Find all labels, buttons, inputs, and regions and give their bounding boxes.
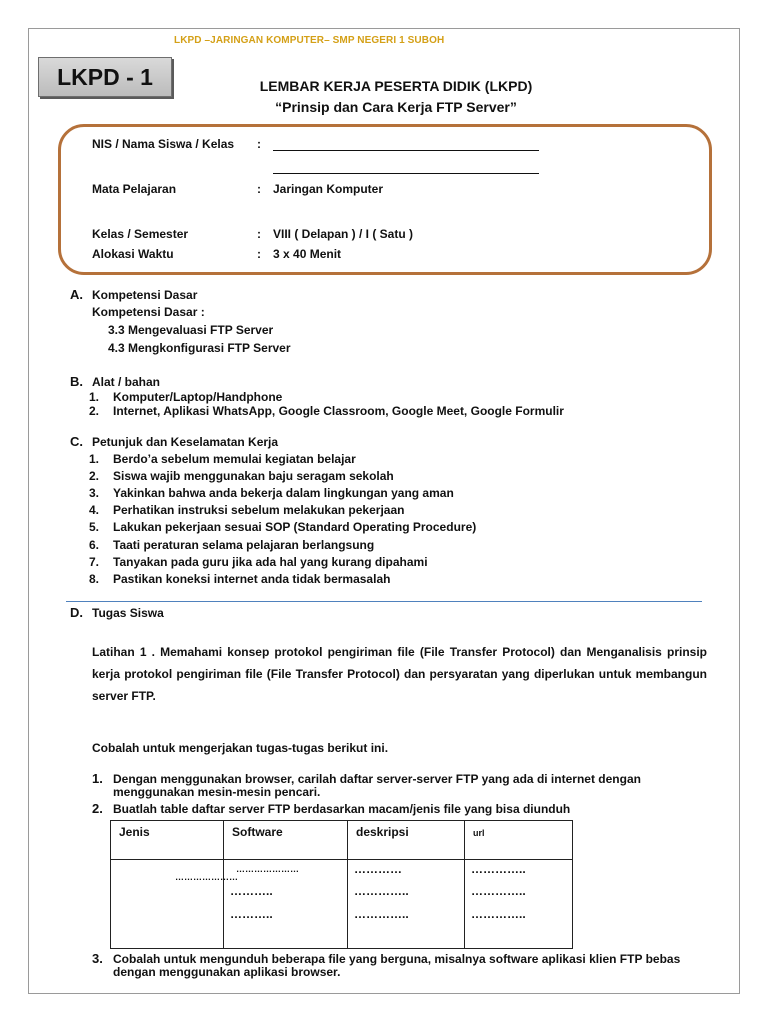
class-value: VIII ( Delapan ) / I ( Satu ) [273,227,414,241]
list-item [89,404,564,418]
section-letter: B. [70,374,83,389]
table-header-row [111,821,573,860]
list-text: Siswa wajib menggunakan baju seragam sekolah [113,469,394,483]
list-number: 5. [89,520,100,534]
header-jenis: Jenis [111,821,224,860]
fill-dots: ………… [354,862,402,876]
list-text: Lakukan pekerjaan sesuai SOP (Standard Operating Procedure) [113,520,477,534]
document-subtitle: “Prinsip dan Cara Kerja FTP Server” [275,99,517,115]
list-text: Komputer/Laptop/Handphone [113,390,283,404]
document-title: LEMBAR KERJA PESERTA DIDIK (LKPD) [259,78,533,94]
section-letter: A. [70,287,83,302]
time-value: 3 x 40 Menit [273,247,342,261]
document-header: LKPD –JARINGAN KOMPUTER– SMP NEGERI 1 SUBOH [174,35,445,46]
cell-software[interactable] [224,860,348,949]
exercise-paragraph: Latihan 1 . Memahami konsep protokol pengiriman file (File Transfer Protocol) dan Menganalisis prinsip kerja protokol pengiriman file (File Transfer Protocol) dan persyaratan yang diperlukan untuk membangun server FTP. [92,645,707,703]
fill-dots: ………….. [471,862,526,876]
colon: : [257,247,261,261]
section-title: Tugas Siswa [92,606,164,620]
cell-url[interactable] [465,860,573,949]
section-title: Petunjuk dan Keselamatan Kerja [92,435,279,449]
list-number: 1. [89,390,100,404]
list-number: 3. [89,486,100,500]
header-deskripsi: deskripsi [348,821,465,860]
list-item [89,572,390,586]
competency-item: 3.3 Mengevaluasi FTP Server [108,323,274,337]
fill-dots: ……….. [230,907,273,921]
list-text: Internet, Aplikasi WhatsApp, Google Classroom, Google Meet, Google Formulir [113,404,564,418]
fill-dots: ………………… [236,864,299,874]
header-software: Software [224,821,348,860]
section-a-heading [70,287,198,302]
list-item [89,555,428,569]
list-number: 2. [89,404,100,418]
list-number: 7. [89,555,100,569]
lkpd-badge: LKPD - 1 [38,57,172,97]
competency-item: 4.3 Mengkonfigurasi FTP Server [108,341,291,355]
task-number: 2. [92,801,103,816]
list-item [89,503,404,517]
fill-dots: ………….. [471,907,526,921]
list-number: 4. [89,503,100,517]
list-item [89,469,394,483]
task-text: Buatlah table daftar server FTP berdasarkan macam/jenis file yang bisa diunduh [113,802,571,816]
list-item [89,538,374,552]
list-text: Pastikan koneksi internet anda tidak bermasalah [113,572,391,586]
list-text: Yakinkan bahwa anda bekerja dalam lingkungan yang aman [113,486,454,500]
fill-dots: ………….. [354,907,409,921]
subject-value: Jaringan Komputer [273,182,384,196]
fill-dots: ………….. [354,884,409,898]
ftp-server-table [110,820,573,949]
task-number: 3. [92,951,103,966]
table-row [111,860,573,949]
section-d-heading [70,605,164,620]
cell-jenis[interactable] [111,860,238,949]
name-input-line-2[interactable] [273,173,539,174]
list-number: 8. [89,572,100,586]
list-text: Tanyakan pada guru jika ada hal yang kurang dipahami [113,555,428,569]
list-text: Taati peraturan selama pelajaran berlangsung [113,538,375,552]
section-letter: C. [70,434,83,449]
time-label: Alokasi Waktu [92,247,174,261]
section-title: Alat / bahan [92,375,161,389]
list-number: 2. [89,469,100,483]
list-item [89,486,454,500]
section-a-sub: Kompetensi Dasar : [92,305,205,319]
instruction-text: Cobalah untuk mengerjakan tugas-tugas berikut ini. [92,741,389,755]
section-letter: D. [70,605,83,620]
task-text: Dengan menggunakan browser, carilah daftar server-server FTP yang ada di internet dengan menggunakan mesin-mesin pencari. [113,772,641,799]
list-item [89,520,476,534]
list-item [89,452,356,466]
name-label: NIS / Nama Siswa / Kelas [92,137,235,151]
list-text: Berdo’a sebelum memulai kegiatan belajar [113,452,356,466]
subject-label: Mata Pelajaran [92,182,177,196]
section-b-heading [70,374,161,389]
colon: : [257,227,261,241]
class-label: Kelas / Semester [92,227,189,241]
section-c-heading [70,434,279,449]
name-input-line-1[interactable] [273,150,539,151]
list-number: 6. [89,538,100,552]
list-number: 1. [89,452,100,466]
task-text: Cobalah untuk mengunduh beberapa file yang berguna, misalnya software aplikasi klien FTP bebas dengan menggunakan aplikasi browser. [113,952,681,979]
colon: : [257,182,261,196]
fill-dots: ……….. [230,884,273,898]
colon: : [257,137,261,151]
header-url-text: url [473,828,485,838]
header-url [465,821,573,860]
list-item [89,390,282,404]
list-text: Perhatikan instruksi sebelum melakukan pekerjaan [113,503,405,517]
cell-deskripsi[interactable] [348,860,465,949]
section-divider [66,601,702,602]
task-number: 1. [92,771,103,786]
section-title: Kompetensi Dasar [92,288,198,302]
fill-dots: ………………… [175,872,238,882]
fill-dots: ………….. [471,884,526,898]
